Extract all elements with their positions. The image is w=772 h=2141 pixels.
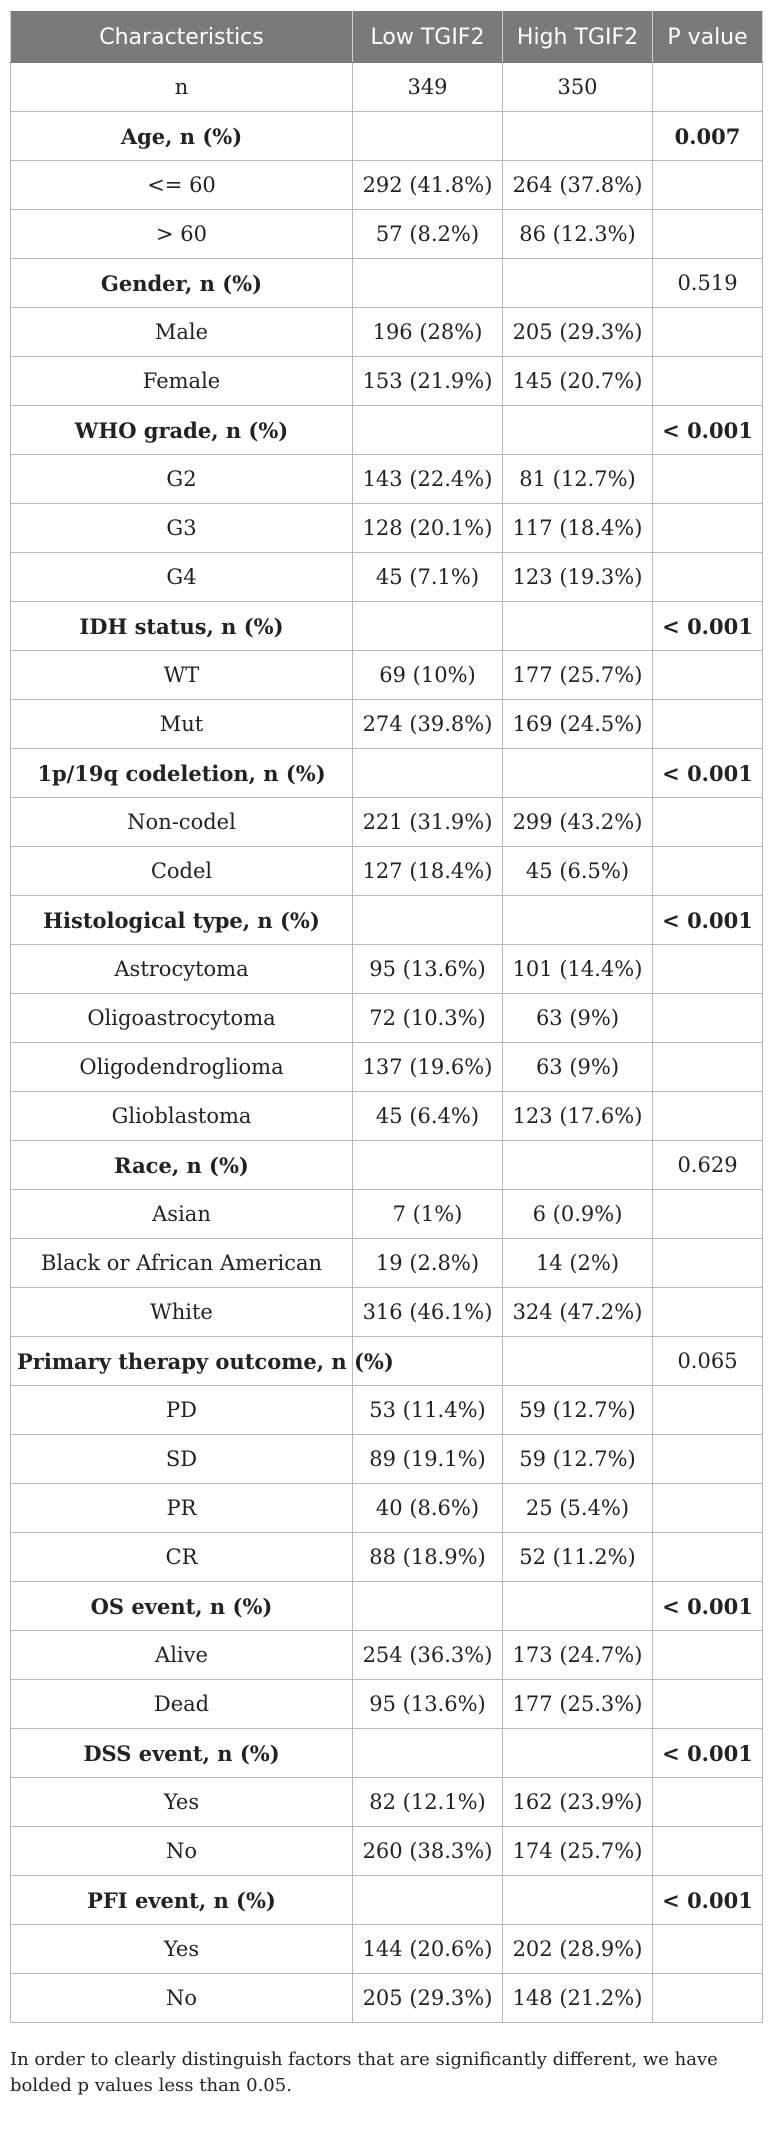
table-footnote: In order to clearly distinguish factors that are significantly different, we have bolded p values less than 0.05.: [10, 2049, 718, 2096]
cell-characteristic: G4: [11, 553, 353, 602]
cell-low-tgif2: [353, 896, 503, 945]
cell-high-tgif2: [503, 406, 653, 455]
cell-low-tgif2: [353, 1582, 503, 1631]
cell-characteristic: No: [11, 1827, 353, 1876]
cell-characteristic: PFI event, n (%): [11, 1876, 353, 1925]
table-row: [11, 161, 763, 210]
cell-p-value: [653, 798, 763, 847]
cell-p-value: [653, 1680, 763, 1729]
cell-high-tgif2: 45 (6.5%): [503, 847, 653, 896]
cell-characteristic: WT: [11, 651, 353, 700]
cell-low-tgif2: 69 (10%): [353, 651, 503, 700]
cell-p-value: [653, 1043, 763, 1092]
table-row: [11, 63, 763, 112]
cell-p-value: [653, 1827, 763, 1876]
cell-low-tgif2: [353, 1876, 503, 1925]
cell-high-tgif2: 205 (29.3%): [503, 308, 653, 357]
cell-characteristic: Yes: [11, 1778, 353, 1827]
cell-p-value: [653, 1092, 763, 1141]
cell-characteristic: Mut: [11, 700, 353, 749]
cell-low-tgif2: 82 (12.1%): [353, 1778, 503, 1827]
cell-low-tgif2: 45 (7.1%): [353, 553, 503, 602]
cell-p-value: < 0.001: [653, 406, 763, 455]
cell-high-tgif2: 81 (12.7%): [503, 455, 653, 504]
cell-high-tgif2: 101 (14.4%): [503, 945, 653, 994]
cell-low-tgif2: [353, 112, 503, 161]
cell-characteristic: G2: [11, 455, 353, 504]
cell-characteristic: Primary therapy outcome, n (%): [11, 1337, 353, 1386]
cell-high-tgif2: [503, 602, 653, 651]
cell-p-value: [653, 161, 763, 210]
cell-low-tgif2: 316 (46.1%): [353, 1288, 503, 1337]
cell-p-value: 0.065: [653, 1337, 763, 1386]
header-characteristics: Characteristics: [11, 12, 353, 63]
table-group-row: [11, 1582, 763, 1631]
cell-low-tgif2: 153 (21.9%): [353, 357, 503, 406]
table-group-row: [11, 259, 763, 308]
cell-low-tgif2: [353, 259, 503, 308]
table-row: [11, 1386, 763, 1435]
cell-low-tgif2: 7 (1%): [353, 1190, 503, 1239]
table-row: [11, 1288, 763, 1337]
cell-characteristic: WHO grade, n (%): [11, 406, 353, 455]
cell-low-tgif2: 144 (20.6%): [353, 1925, 503, 1974]
cell-characteristic: Glioblastoma: [11, 1092, 353, 1141]
cell-characteristic: Histological type, n (%): [11, 896, 353, 945]
cell-low-tgif2: 128 (20.1%): [353, 504, 503, 553]
cell-characteristic: Oligoastrocytoma: [11, 994, 353, 1043]
cell-high-tgif2: 324 (47.2%): [503, 1288, 653, 1337]
cell-high-tgif2: 63 (9%): [503, 994, 653, 1043]
table-group-row: [11, 1729, 763, 1778]
cell-high-tgif2: 123 (17.6%): [503, 1092, 653, 1141]
table-group-row: [11, 112, 763, 161]
cell-p-value: [653, 1386, 763, 1435]
cell-p-value: < 0.001: [653, 1582, 763, 1631]
cell-characteristic: > 60: [11, 210, 353, 259]
cell-low-tgif2: 221 (31.9%): [353, 798, 503, 847]
cell-high-tgif2: 52 (11.2%): [503, 1533, 653, 1582]
cell-low-tgif2: [353, 1141, 503, 1190]
cell-p-value: [653, 1631, 763, 1680]
cell-high-tgif2: [503, 896, 653, 945]
cell-p-value: [653, 1974, 763, 2023]
cell-high-tgif2: 169 (24.5%): [503, 700, 653, 749]
cell-low-tgif2: 88 (18.9%): [353, 1533, 503, 1582]
table-row: [11, 1435, 763, 1484]
cell-p-value: [653, 1484, 763, 1533]
cell-characteristic: G3: [11, 504, 353, 553]
cell-characteristic: Race, n (%): [11, 1141, 353, 1190]
cell-low-tgif2: [353, 406, 503, 455]
cell-low-tgif2: 95 (13.6%): [353, 1680, 503, 1729]
cell-low-tgif2: 349: [353, 63, 503, 112]
table-row: [11, 1827, 763, 1876]
cell-characteristic: Dead: [11, 1680, 353, 1729]
cell-high-tgif2: 174 (25.7%): [503, 1827, 653, 1876]
table-row: [11, 1533, 763, 1582]
cell-high-tgif2: 59 (12.7%): [503, 1435, 653, 1484]
cell-characteristic: Yes: [11, 1925, 353, 1974]
cell-high-tgif2: [503, 112, 653, 161]
cell-p-value: < 0.001: [653, 1876, 763, 1925]
cell-high-tgif2: 202 (28.9%): [503, 1925, 653, 1974]
table-group-row: [11, 602, 763, 651]
cell-low-tgif2: 127 (18.4%): [353, 847, 503, 896]
cell-characteristic: Astrocytoma: [11, 945, 353, 994]
cell-characteristic: Age, n (%): [11, 112, 353, 161]
cell-characteristic: CR: [11, 1533, 353, 1582]
cell-p-value: 0.629: [653, 1141, 763, 1190]
table-header-row: [11, 12, 763, 63]
cell-low-tgif2: [353, 602, 503, 651]
table-row: [11, 1190, 763, 1239]
table-group-row: [11, 1337, 763, 1386]
header-high-tgif2: High TGIF2: [503, 12, 653, 63]
cell-characteristic: No: [11, 1974, 353, 2023]
table-row: [11, 455, 763, 504]
cell-low-tgif2: 205 (29.3%): [353, 1974, 503, 2023]
cell-characteristic: Codel: [11, 847, 353, 896]
table-row: [11, 1974, 763, 2023]
cell-characteristic: 1p/19q codeletion, n (%): [11, 749, 353, 798]
cell-characteristic: Black or African American: [11, 1239, 353, 1288]
table-row: [11, 210, 763, 259]
cell-characteristic: White: [11, 1288, 353, 1337]
cell-characteristic: Alive: [11, 1631, 353, 1680]
table-row: [11, 847, 763, 896]
cell-high-tgif2: 25 (5.4%): [503, 1484, 653, 1533]
table-row: [11, 700, 763, 749]
cell-characteristic: OS event, n (%): [11, 1582, 353, 1631]
cell-p-value: [653, 1533, 763, 1582]
cell-high-tgif2: 117 (18.4%): [503, 504, 653, 553]
cell-p-value: [653, 1239, 763, 1288]
cell-low-tgif2: 57 (8.2%): [353, 210, 503, 259]
cell-p-value: [653, 847, 763, 896]
cell-high-tgif2: 6 (0.9%): [503, 1190, 653, 1239]
cell-p-value: [653, 63, 763, 112]
cell-high-tgif2: 162 (23.9%): [503, 1778, 653, 1827]
cell-high-tgif2: 177 (25.3%): [503, 1680, 653, 1729]
cell-p-value: [653, 651, 763, 700]
cell-low-tgif2: 274 (39.8%): [353, 700, 503, 749]
cell-low-tgif2: 196 (28%): [353, 308, 503, 357]
cell-characteristic: DSS event, n (%): [11, 1729, 353, 1778]
table-row: [11, 1484, 763, 1533]
table-row: [11, 1925, 763, 1974]
cell-characteristic: <= 60: [11, 161, 353, 210]
table-group-row: [11, 749, 763, 798]
cell-low-tgif2: 72 (10.3%): [353, 994, 503, 1043]
cell-characteristic: SD: [11, 1435, 353, 1484]
cell-low-tgif2: [353, 1729, 503, 1778]
cell-p-value: [653, 1190, 763, 1239]
table-row: [11, 308, 763, 357]
cell-low-tgif2: 137 (19.6%): [353, 1043, 503, 1092]
cell-high-tgif2: 145 (20.7%): [503, 357, 653, 406]
table-body: [11, 63, 763, 2023]
cell-characteristic: PR: [11, 1484, 353, 1533]
table-row: [11, 1778, 763, 1827]
cell-high-tgif2: [503, 1141, 653, 1190]
cell-characteristic: Gender, n (%): [11, 259, 353, 308]
cell-high-tgif2: [503, 1876, 653, 1925]
cell-low-tgif2: 95 (13.6%): [353, 945, 503, 994]
cell-characteristic: Female: [11, 357, 353, 406]
cell-high-tgif2: 350: [503, 63, 653, 112]
table-row: [11, 994, 763, 1043]
header-low-tgif2: Low TGIF2: [353, 12, 503, 63]
cell-low-tgif2: [353, 749, 503, 798]
table-row: [11, 651, 763, 700]
cell-p-value: < 0.001: [653, 896, 763, 945]
table-row: [11, 1631, 763, 1680]
cell-high-tgif2: 14 (2%): [503, 1239, 653, 1288]
table-group-row: [11, 406, 763, 455]
table-row: [11, 357, 763, 406]
cell-characteristic: Asian: [11, 1190, 353, 1239]
cell-p-value: [653, 357, 763, 406]
cell-high-tgif2: 59 (12.7%): [503, 1386, 653, 1435]
cell-p-value: [653, 308, 763, 357]
cell-high-tgif2: 123 (19.3%): [503, 553, 653, 602]
cell-p-value: [653, 700, 763, 749]
cell-characteristic: Non-codel: [11, 798, 353, 847]
cell-p-value: [653, 455, 763, 504]
cell-low-tgif2: 45 (6.4%): [353, 1092, 503, 1141]
cell-p-value: < 0.001: [653, 749, 763, 798]
cell-p-value: 0.519: [653, 259, 763, 308]
cell-low-tgif2: 40 (8.6%): [353, 1484, 503, 1533]
cell-p-value: [653, 1288, 763, 1337]
cell-p-value: < 0.001: [653, 1729, 763, 1778]
cell-high-tgif2: 173 (24.7%): [503, 1631, 653, 1680]
cell-p-value: [653, 553, 763, 602]
cell-high-tgif2: 299 (43.2%): [503, 798, 653, 847]
table-group-row: [11, 1141, 763, 1190]
cell-p-value: [653, 945, 763, 994]
cell-characteristic: Oligodendroglioma: [11, 1043, 353, 1092]
cell-high-tgif2: 86 (12.3%): [503, 210, 653, 259]
cell-high-tgif2: 63 (9%): [503, 1043, 653, 1092]
cell-low-tgif2: 53 (11.4%): [353, 1386, 503, 1435]
cell-characteristic: Male: [11, 308, 353, 357]
table-row: [11, 798, 763, 847]
cell-low-tgif2: 19 (2.8%): [353, 1239, 503, 1288]
table-row: [11, 1092, 763, 1141]
header-p-value: P value: [653, 12, 763, 63]
cell-low-tgif2: 292 (41.8%): [353, 161, 503, 210]
cell-high-tgif2: [503, 1729, 653, 1778]
table-row: [11, 1680, 763, 1729]
table-row: [11, 504, 763, 553]
cell-high-tgif2: [503, 749, 653, 798]
cell-characteristic: IDH status, n (%): [11, 602, 353, 651]
cell-high-tgif2: 148 (21.2%): [503, 1974, 653, 2023]
cell-low-tgif2: 254 (36.3%): [353, 1631, 503, 1680]
cell-characteristic: n: [11, 63, 353, 112]
cell-high-tgif2: [503, 259, 653, 308]
table-row: [11, 1043, 763, 1092]
cell-characteristic: PD: [11, 1386, 353, 1435]
cell-high-tgif2: [503, 1582, 653, 1631]
table-row: [11, 945, 763, 994]
cell-high-tgif2: 264 (37.8%): [503, 161, 653, 210]
cell-p-value: 0.007: [653, 112, 763, 161]
table-row: [11, 1239, 763, 1288]
table-row: [11, 553, 763, 602]
cell-high-tgif2: 177 (25.7%): [503, 651, 653, 700]
cell-p-value: [653, 1435, 763, 1484]
characteristics-table: [10, 11, 763, 2023]
table-group-row: [11, 1876, 763, 1925]
cell-p-value: [653, 210, 763, 259]
cell-low-tgif2: 260 (38.3%): [353, 1827, 503, 1876]
cell-p-value: [653, 1925, 763, 1974]
cell-low-tgif2: 89 (19.1%): [353, 1435, 503, 1484]
cell-low-tgif2: 143 (22.4%): [353, 455, 503, 504]
cell-p-value: [653, 994, 763, 1043]
cell-p-value: < 0.001: [653, 602, 763, 651]
cell-p-value: [653, 1778, 763, 1827]
cell-p-value: [653, 504, 763, 553]
table-group-row: [11, 896, 763, 945]
cell-high-tgif2: [503, 1337, 653, 1386]
